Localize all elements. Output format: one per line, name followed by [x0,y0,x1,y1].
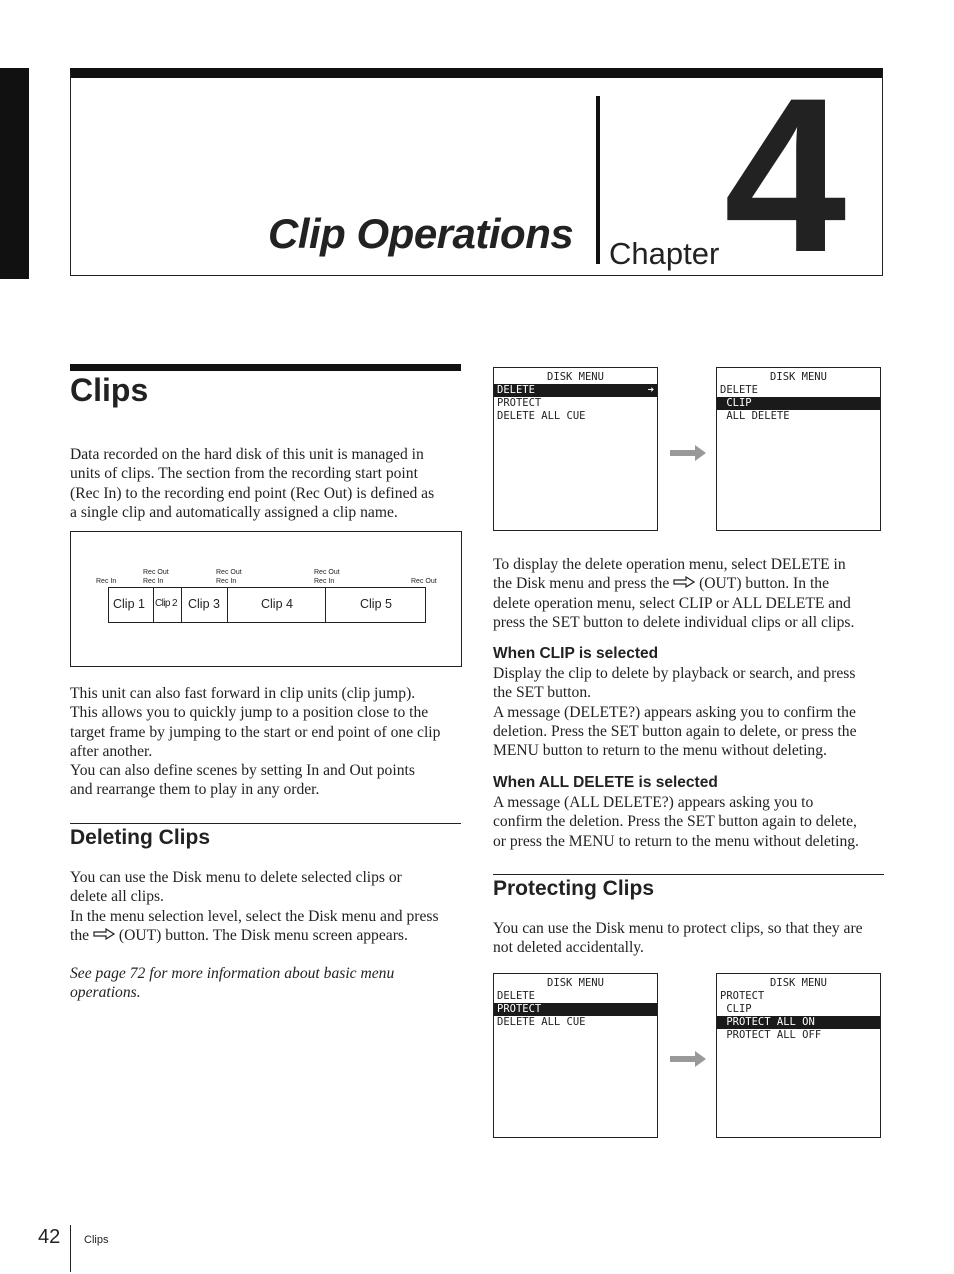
out-arrow-icon [93,928,115,940]
delete-instructions: To display the delete operation menu, select DELETE in the Disk menu and press the (OUT) button. In the delete operation menu, select CLIP or ALL DELETE and press the SET button to delete individual clips or all clips. [493,556,855,631]
menu-heading-protect: PROTECT [720,990,765,1002]
right-arrow-icon [669,1049,707,1069]
chapter-edge-tab [0,68,29,279]
screen-title: DISK MENU [770,371,827,383]
menu-item-delete-all-cue: DELETE ALL CUE [497,1016,586,1028]
menu-item-protect-all-on: PROTECT ALL ON [717,1016,880,1029]
menu-item-delete-all-cue: DELETE ALL CUE [497,410,586,422]
rec-in-label: Rec In [143,578,164,585]
clip-divider [227,587,228,623]
deleting-text: You can use the Disk menu to delete selected clips or delete all clips. In the menu selection level, select the Disk menu and press the (OUT) button. The Disk menu screen appears. [70,869,439,944]
clip-divider [181,587,182,623]
footer-divider [70,1225,71,1272]
heading-deleting-clips: Deleting Clips [70,826,211,849]
rec-in-label: Rec In [314,578,335,585]
section-rule [70,364,461,371]
chapter-label: Chapter [609,236,720,271]
footer-section-label: Clips [84,1234,109,1246]
section-heading-clips: Clips [70,372,149,408]
all-delete-text: A message (ALL DELETE?) appears asking you to confirm the deletion. Press the SET button again to delete, or press the MENU to return to the menu without deleting. [493,794,859,850]
right-arrow-icon [669,443,707,463]
screen-title: DISK MENU [547,371,604,383]
heading-protecting-clips: Protecting Clips [493,877,655,900]
rec-out-label: Rec Out [411,578,437,585]
rec-in-label: Rec In [96,578,117,585]
clip-4-label: Clip 4 [261,597,293,611]
rec-in-label: Rec In [216,578,237,585]
screen-title: DISK MENU [547,977,604,989]
clip-5-label: Clip 5 [360,597,392,611]
protect-menu-screen [716,973,881,1138]
disk-menu-screen [493,973,658,1138]
rec-out-label: Rec Out [216,569,242,576]
menu-item-clip: CLIP [717,397,880,410]
clip-jump-text: This unit can also fast forward in clip units (clip jump). This allows you to quickly jump to a position close to the target frame by jumping to the start or end point of one clip after another. You can also define scenes by setting In and Out points and rearrange them to play in any order. [70,685,441,799]
protecting-text: You can use the Disk menu to protect clips, so that they are not deleted accidentally. [493,920,863,957]
page-number: 42 [38,1226,61,1248]
subsection-rule [493,874,884,875]
heading-when-clip-selected: When CLIP is selected [493,645,659,662]
clip-selected-text: Display the clip to delete by playback or search, and press the SET button. A message (DELETE?) appears asking you to confirm the deletion. Press the SET button again to delete, or press the MENU button to return to the menu without deleting. [493,665,857,760]
clip-2-label: Clip 2 [155,598,177,609]
clip-divider [325,587,326,623]
disk-menu-screen [493,367,658,531]
chapter-divider [596,96,600,264]
heading-when-all-delete-selected: When ALL DELETE is selected [493,774,718,791]
menu-item-protect: PROTECT [497,397,542,409]
menu-item-delete: DELETE [497,990,535,1002]
clip-3-label: Clip 3 [188,597,220,611]
rec-out-label: Rec Out [143,569,169,576]
clip-1-label: Clip 1 [113,597,145,611]
clip-divider [153,587,154,623]
delete-menu-screen [716,367,881,531]
cursor-arrow-icon: ➜ [647,384,654,396]
menu-item-delete: DELETE ➜ [494,384,657,397]
menu-item-clip: CLIP [720,1003,752,1015]
clips-intro: Data recorded on the hard disk of this unit is managed in units of clips. The section from the recording start point (Rec In) to the recording end point (Rec Out) is defined as a single clip and automatically assigned a clip name. [70,446,435,521]
see-page-reference: See page 72 for more information about basic menu operations. [70,965,395,1002]
out-arrow-icon [673,576,695,588]
menu-heading-delete: DELETE [720,384,758,396]
menu-item-protect-all-off: PROTECT ALL OFF [720,1029,822,1041]
menu-item-all-delete: ALL DELETE [720,410,790,422]
chapter-number: 4 [724,52,847,298]
rec-out-label: Rec Out [314,569,340,576]
screen-title: DISK MENU [770,977,827,989]
subsection-rule [70,823,461,824]
menu-item-protect: PROTECT [494,1003,657,1016]
chapter-title: Clip Operations [268,210,574,257]
